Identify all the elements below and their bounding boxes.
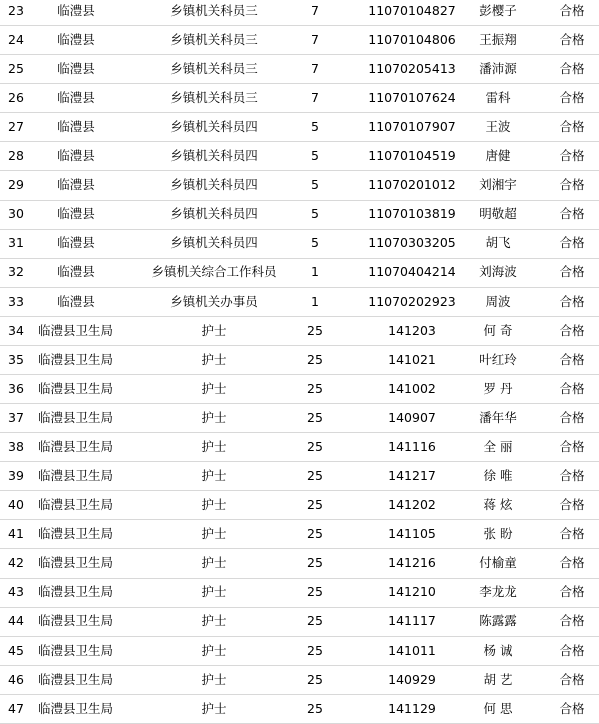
- name-cell: 徐 唯: [483, 468, 513, 484]
- result-cell: 合格: [559, 90, 585, 106]
- unit-cell: 临澧县: [57, 293, 95, 309]
- quota-cell: 7: [311, 2, 319, 18]
- table-row: [0, 695, 599, 724]
- exam-id-cell: 11070104806: [368, 31, 456, 47]
- unit-cell: 临澧县: [57, 119, 95, 135]
- result-cell: 合格: [559, 31, 585, 47]
- result-cell: 合格: [559, 235, 585, 251]
- position-cell: 护士: [201, 613, 227, 629]
- name-cell: 李龙龙: [479, 584, 517, 600]
- position-cell: 护士: [201, 468, 227, 484]
- quota-cell: 25: [307, 526, 323, 542]
- unit-cell: 临澧县: [57, 177, 95, 193]
- result-cell: 合格: [559, 293, 585, 309]
- quota-cell: 25: [307, 584, 323, 600]
- unit-cell: 临澧县卫生局: [38, 322, 114, 338]
- unit-cell: 临澧县: [57, 60, 95, 76]
- unit-cell: 临澧县卫生局: [38, 468, 114, 484]
- unit-cell: 临澧县: [57, 148, 95, 164]
- name-cell: 雷科: [485, 90, 511, 106]
- row-number: 35: [8, 351, 24, 367]
- position-cell: 护士: [201, 351, 227, 367]
- position-cell: 乡镇机关科员三: [170, 31, 258, 47]
- result-cell: 合格: [559, 380, 585, 396]
- table-row: [0, 404, 599, 433]
- unit-cell: 临澧县卫生局: [38, 351, 114, 367]
- position-cell: 乡镇机关科员三: [170, 2, 258, 18]
- position-cell: 护士: [201, 700, 227, 716]
- exam-id-cell: 140907: [388, 409, 436, 425]
- exam-id-cell: 11070103819: [368, 206, 456, 222]
- quota-cell: 1: [311, 293, 319, 309]
- exam-id-cell: 140929: [388, 671, 436, 687]
- exam-id-cell: 141117: [388, 613, 436, 629]
- exam-id-cell: 11070404214: [368, 264, 456, 280]
- row-number: 34: [8, 322, 24, 338]
- position-cell: 乡镇机关科员四: [170, 235, 258, 251]
- row-number: 38: [8, 438, 24, 454]
- table-row: [0, 84, 599, 113]
- quota-cell: 25: [307, 380, 323, 396]
- unit-cell: 临澧县: [57, 206, 95, 222]
- row-number: 46: [8, 671, 24, 687]
- quota-cell: 5: [311, 119, 319, 135]
- name-cell: 刘海波: [479, 264, 517, 280]
- name-cell: 唐健: [485, 148, 511, 164]
- position-cell: 护士: [201, 584, 227, 600]
- exam-id-cell: 141129: [388, 700, 436, 716]
- row-number: 29: [8, 177, 24, 193]
- quota-cell: 25: [307, 555, 323, 571]
- name-cell: 胡飞: [485, 235, 511, 251]
- quota-cell: 5: [311, 148, 319, 164]
- name-cell: 蒋 炫: [483, 497, 513, 513]
- position-cell: 护士: [201, 322, 227, 338]
- row-number: 33: [8, 293, 24, 309]
- exam-id-cell: 11070104519: [368, 148, 456, 164]
- position-cell: 乡镇机关科员四: [170, 148, 258, 164]
- quota-cell: 5: [311, 235, 319, 251]
- name-cell: 付榆童: [479, 555, 517, 571]
- position-cell: 护士: [201, 671, 227, 687]
- table-row: [0, 549, 599, 578]
- unit-cell: 临澧县卫生局: [38, 380, 114, 396]
- result-cell: 合格: [559, 555, 585, 571]
- position-cell: 护士: [201, 555, 227, 571]
- table-row: [0, 462, 599, 491]
- result-cell: 合格: [559, 119, 585, 135]
- table-row: [0, 288, 599, 317]
- result-cell: 合格: [559, 322, 585, 338]
- quota-cell: 7: [311, 60, 319, 76]
- exam-id-cell: 141105: [388, 526, 436, 542]
- name-cell: 何 思: [483, 700, 513, 716]
- unit-cell: 临澧县卫生局: [38, 555, 114, 571]
- result-cell: 合格: [559, 177, 585, 193]
- quota-cell: 5: [311, 206, 319, 222]
- row-number: 44: [8, 613, 24, 629]
- exam-id-cell: 11070303205: [368, 235, 456, 251]
- row-number: 45: [8, 642, 24, 658]
- row-number: 39: [8, 468, 24, 484]
- exam-id-cell: 11070201012: [368, 177, 456, 193]
- position-cell: 乡镇机关科员四: [170, 177, 258, 193]
- position-cell: 护士: [201, 438, 227, 454]
- name-cell: 陈露露: [479, 613, 517, 629]
- position-cell: 乡镇机关科员四: [170, 119, 258, 135]
- unit-cell: 临澧县: [57, 2, 95, 18]
- result-cell: 合格: [559, 642, 585, 658]
- quota-cell: 25: [307, 322, 323, 338]
- table-row: [0, 579, 599, 608]
- quota-cell: 25: [307, 671, 323, 687]
- unit-cell: 临澧县卫生局: [38, 671, 114, 687]
- exam-id-cell: 141203: [388, 322, 436, 338]
- table-row: [0, 113, 599, 142]
- table-row: [0, 520, 599, 549]
- table-row: [0, 317, 599, 346]
- name-cell: 王波: [485, 119, 511, 135]
- result-cell: 合格: [559, 2, 585, 18]
- exam-id-cell: 141210: [388, 584, 436, 600]
- table-row: [0, 26, 599, 55]
- result-cell: 合格: [559, 351, 585, 367]
- table-row: [0, 230, 599, 259]
- position-cell: 护士: [201, 409, 227, 425]
- unit-cell: 临澧县: [57, 264, 95, 280]
- table-row: [0, 433, 599, 462]
- name-cell: 潘沛源: [479, 60, 517, 76]
- result-cell: 合格: [559, 468, 585, 484]
- exam-id-cell: 11070205413: [368, 60, 456, 76]
- table-row: [0, 142, 599, 171]
- unit-cell: 临澧县: [57, 235, 95, 251]
- row-number: 43: [8, 584, 24, 600]
- position-cell: 护士: [201, 642, 227, 658]
- result-cell: 合格: [559, 584, 585, 600]
- exam-id-cell: 11070107907: [368, 119, 456, 135]
- name-cell: 胡 艺: [483, 671, 513, 687]
- quota-cell: 25: [307, 468, 323, 484]
- row-number: 36: [8, 380, 24, 396]
- exam-id-cell: 141011: [388, 642, 436, 658]
- unit-cell: 临澧县卫生局: [38, 613, 114, 629]
- result-cell: 合格: [559, 60, 585, 76]
- row-number: 24: [8, 31, 24, 47]
- exam-id-cell: 11070107624: [368, 90, 456, 106]
- row-number: 25: [8, 60, 24, 76]
- row-number: 28: [8, 148, 24, 164]
- exam-id-cell: 141216: [388, 555, 436, 571]
- table-row: [0, 0, 599, 26]
- exam-id-cell: 141202: [388, 497, 436, 513]
- row-number: 27: [8, 119, 24, 135]
- result-cell: 合格: [559, 438, 585, 454]
- table-row: [0, 201, 599, 230]
- result-cell: 合格: [559, 409, 585, 425]
- unit-cell: 临澧县卫生局: [38, 497, 114, 513]
- exam-id-cell: 11070202923: [368, 293, 456, 309]
- table-row: [0, 608, 599, 637]
- name-cell: 叶红玲: [479, 351, 517, 367]
- unit-cell: 临澧县卫生局: [38, 409, 114, 425]
- name-cell: 罗 丹: [483, 380, 513, 396]
- result-cell: 合格: [559, 264, 585, 280]
- exam-id-cell: 141002: [388, 380, 436, 396]
- unit-cell: 临澧县卫生局: [38, 642, 114, 658]
- table-row: [0, 375, 599, 404]
- table-row: [0, 259, 599, 288]
- unit-cell: 临澧县: [57, 31, 95, 47]
- position-cell: 护士: [201, 497, 227, 513]
- quota-cell: 25: [307, 409, 323, 425]
- quota-cell: 1: [311, 264, 319, 280]
- quota-cell: 25: [307, 497, 323, 513]
- row-number: 37: [8, 409, 24, 425]
- quota-cell: 5: [311, 177, 319, 193]
- unit-cell: 临澧县: [57, 90, 95, 106]
- result-cell: 合格: [559, 671, 585, 687]
- exam-id-cell: 141217: [388, 468, 436, 484]
- name-cell: 杨 诚: [483, 642, 513, 658]
- quota-cell: 25: [307, 438, 323, 454]
- name-cell: 刘湘宇: [479, 177, 517, 193]
- result-cell: 合格: [559, 700, 585, 716]
- unit-cell: 临澧县卫生局: [38, 584, 114, 600]
- position-cell: 乡镇机关办事员: [170, 293, 258, 309]
- exam-id-cell: 141021: [388, 351, 436, 367]
- result-cell: 合格: [559, 613, 585, 629]
- position-cell: 护士: [201, 380, 227, 396]
- position-cell: 乡镇机关综合工作科员: [151, 264, 277, 280]
- exam-id-cell: 141116: [388, 438, 436, 454]
- quota-cell: 7: [311, 31, 319, 47]
- table-row: [0, 491, 599, 520]
- quota-cell: 25: [307, 613, 323, 629]
- row-number: 40: [8, 497, 24, 513]
- row-number: 47: [8, 700, 24, 716]
- name-cell: 明敬超: [479, 206, 517, 222]
- row-number: 32: [8, 264, 24, 280]
- table-row: [0, 637, 599, 666]
- name-cell: 张 盼: [483, 526, 513, 542]
- result-cell: 合格: [559, 148, 585, 164]
- position-cell: 乡镇机关科员三: [170, 90, 258, 106]
- name-cell: 何 奇: [483, 322, 513, 338]
- quota-cell: 25: [307, 351, 323, 367]
- quota-cell: 25: [307, 642, 323, 658]
- row-number: 26: [8, 90, 24, 106]
- result-cell: 合格: [559, 526, 585, 542]
- result-cell: 合格: [559, 497, 585, 513]
- name-cell: 潘年华: [479, 409, 517, 425]
- position-cell: 乡镇机关科员四: [170, 206, 258, 222]
- name-cell: 全 丽: [483, 438, 513, 454]
- table-row: [0, 171, 599, 200]
- exam-id-cell: 11070104827: [368, 2, 456, 18]
- unit-cell: 临澧县卫生局: [38, 700, 114, 716]
- unit-cell: 临澧县卫生局: [38, 438, 114, 454]
- table-row: [0, 346, 599, 375]
- table-row: [0, 666, 599, 695]
- row-number: 31: [8, 235, 24, 251]
- name-cell: 彭樱子: [479, 2, 517, 18]
- name-cell: 王振翔: [479, 31, 517, 47]
- quota-cell: 7: [311, 90, 319, 106]
- row-number: 41: [8, 526, 24, 542]
- position-cell: 乡镇机关科员三: [170, 60, 258, 76]
- table-row: [0, 55, 599, 84]
- row-number: 30: [8, 206, 24, 222]
- row-number: 23: [8, 2, 24, 18]
- quota-cell: 25: [307, 700, 323, 716]
- name-cell: 周波: [485, 293, 511, 309]
- unit-cell: 临澧县卫生局: [38, 526, 114, 542]
- result-cell: 合格: [559, 206, 585, 222]
- row-number: 42: [8, 555, 24, 571]
- position-cell: 护士: [201, 526, 227, 542]
